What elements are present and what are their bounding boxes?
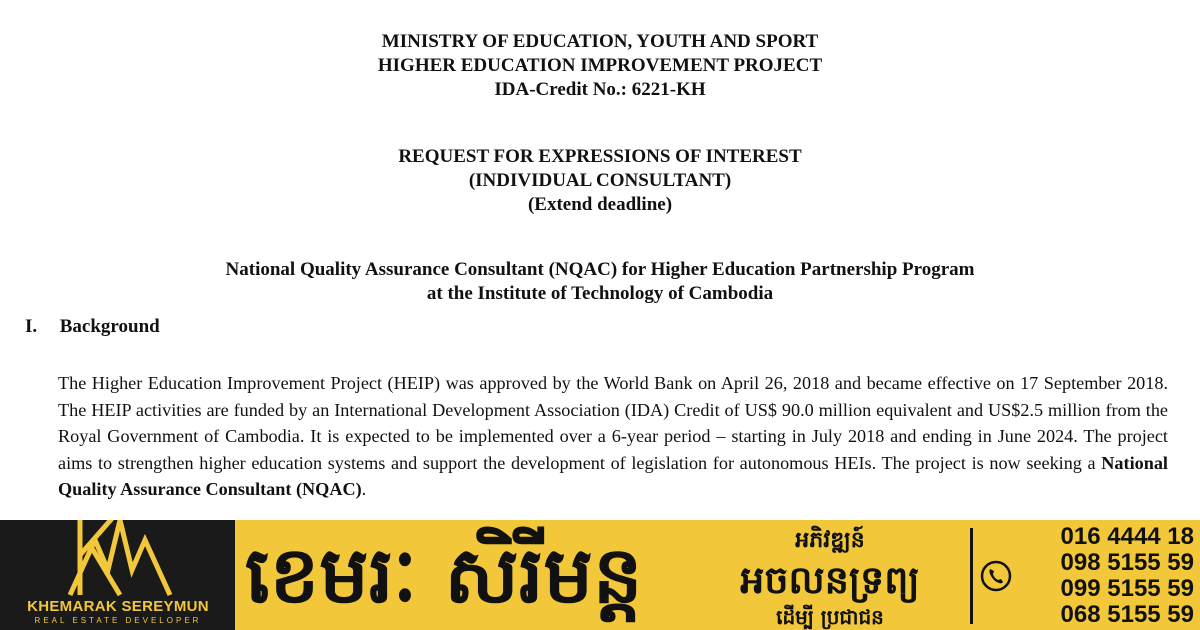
phone-number-3[interactable]: 099 5155 59: [1060, 575, 1194, 602]
phone-number-2[interactable]: 098 5155 59: [1060, 549, 1194, 576]
phone-number-1[interactable]: 016 4444 18: [1060, 523, 1194, 550]
request-title: REQUEST FOR EXPRESSIONS OF INTEREST: [398, 146, 802, 167]
phone-list: [1014, 524, 1194, 628]
logo-name: KHEMARAK SEREYMUN: [27, 598, 209, 615]
credit-number: IDA-Credit No.: 6221-KH: [494, 79, 706, 100]
request-block: [0, 145, 1200, 217]
position-line-2: at the Institute of Technology of Cambodia: [426, 283, 774, 304]
consultant-type: (INDIVIDUAL CONSULTANT): [468, 170, 732, 191]
logo-tagline: REAL ESTATE DEVELOPER: [34, 616, 202, 625]
phone-number-4[interactable]: 068 5155 59: [1060, 601, 1194, 628]
company-logo: [0, 520, 235, 630]
khmer-line-3: ដើម្បី ប្រជាជន: [776, 605, 884, 629]
section-title: Background: [59, 316, 160, 337]
header-block: [0, 30, 1200, 102]
paragraph-end: .: [361, 479, 367, 499]
khmer-line-2: អចលនទ្រព្យ: [740, 558, 920, 602]
logo-mark-icon: [60, 520, 180, 600]
position-line-1: National Quality Assurance Consultant (NQAC) for Higher Education Partnership Program: [225, 259, 975, 280]
background-paragraph: [58, 370, 1168, 503]
deadline-note: (Extend deadline): [527, 194, 673, 215]
ministry-title: MINISTRY OF EDUCATION, YOUTH AND SPORT: [381, 31, 819, 52]
position-block: [0, 258, 1200, 306]
khmer-brand-name: ខេមរៈ សិរីមន្ត: [245, 531, 643, 621]
section-heading: [25, 315, 160, 339]
khmer-line-1: អភិវឌ្ឍន៍: [795, 528, 865, 553]
phone-icon: [980, 560, 1012, 592]
paragraph-text: The Higher Education Improvement Project (HEIP) was approved by the World Bank on April 26, 2018 and became effective on 17 September 2018. The HEIP activities are funded by an International Development Association (IDA) Credit of US$ 90.0 million equivalent and US$2.5 million from the Royal Government of Cambodia. It is expected to be implemented over a 6-year period – starting in July 2018 and ending in June 2024. The project aims to strengthen higher education systems and support the development of legislation for autonomous HEIs. The project is now seeking a: [58, 373, 1168, 473]
paragraph-bold: National Quality Assurance Consultant (NQAC): [58, 452, 1168, 499]
banner-divider: [970, 528, 973, 624]
section-number: I.: [25, 316, 38, 337]
project-title: HIGHER EDUCATION IMPROVEMENT PROJECT: [377, 55, 823, 76]
advertisement-banner[interactable]: [0, 520, 1200, 630]
